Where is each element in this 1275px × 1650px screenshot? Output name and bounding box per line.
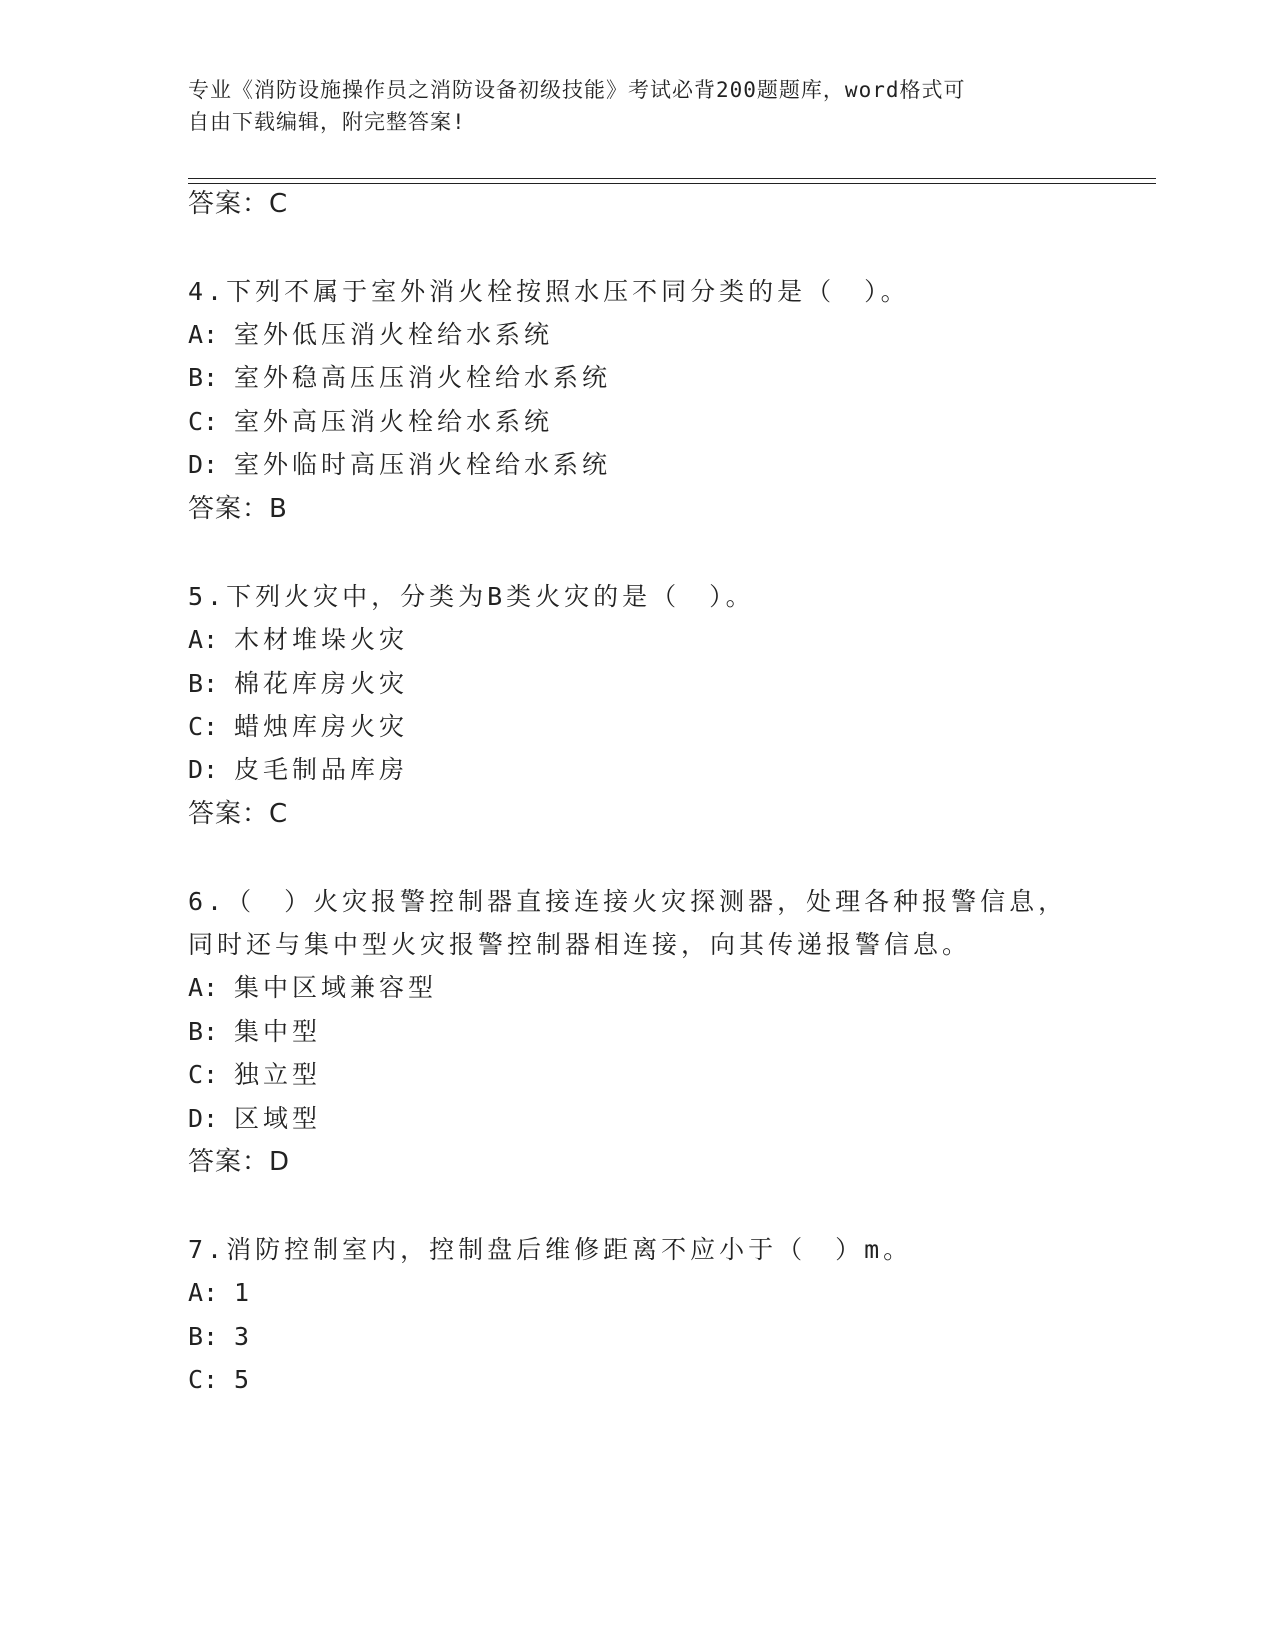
- option-text: 皮毛制品库房: [234, 755, 409, 784]
- document-header: [188, 74, 1068, 138]
- answer-q3: 答案：C: [188, 189, 289, 219]
- option-label: C:: [188, 712, 219, 741]
- question-4-stem: 4.下列不属于室外消火栓按照水压不同分类的是（ ）。: [188, 277, 910, 306]
- option-text: 集中区域兼容型: [234, 973, 438, 1002]
- option-label: D:: [188, 755, 219, 784]
- header-line-1: 专业《消防设施操作员之消防设备初级技能》考试必背200题题库，word格式可: [188, 78, 966, 102]
- question-6-stem-line-2: 同时还与集中型火灾报警控制器相连接，向其传递报警信息。: [188, 930, 972, 959]
- question-4-option-b: [188, 362, 611, 394]
- question-7-stem: 7.消防控制室内，控制盘后维修距离不应小于（ ）m。: [188, 1235, 913, 1264]
- question-6-option-a: [188, 972, 437, 1004]
- question-6-option-b: [188, 1016, 321, 1048]
- question-6-option-c: [188, 1059, 321, 1091]
- question-5-stem: 5.下列火灾中，分类为B类火灾的是（ ）。: [188, 582, 755, 611]
- answer-q4: 答案：B: [188, 494, 288, 524]
- header-line-2: 自由下载编辑，附完整答案!: [188, 110, 466, 134]
- question-5-option-c: [188, 711, 408, 743]
- option-text: 区域型: [234, 1104, 322, 1133]
- question-5-option-b: [188, 668, 408, 700]
- answer-q5: 答案：C: [188, 799, 289, 829]
- option-text: 室外稳高压压消火栓给水系统: [234, 363, 612, 392]
- option-label: D:: [188, 1104, 219, 1133]
- option-text: 5: [234, 1365, 254, 1394]
- option-label: B:: [188, 1017, 219, 1046]
- option-label: B:: [188, 363, 219, 392]
- header-divider-top: [188, 178, 1156, 179]
- option-label: B:: [188, 669, 219, 698]
- option-text: 独立型: [234, 1060, 322, 1089]
- option-label: C:: [188, 1365, 219, 1394]
- question-5-option-d: [188, 754, 408, 786]
- option-text: 木材堆垛火灾: [234, 625, 409, 654]
- option-label: D:: [188, 450, 219, 479]
- option-label: C:: [188, 1060, 219, 1089]
- answer-q6: 答案：D: [188, 1147, 291, 1177]
- question-7-option-a: [188, 1277, 253, 1309]
- option-text: 3: [234, 1322, 254, 1351]
- option-label: A:: [188, 1278, 219, 1307]
- option-label: A:: [188, 973, 219, 1002]
- question-5-option-a: [188, 624, 408, 656]
- option-text: 室外低压消火栓给水系统: [234, 320, 554, 349]
- option-text: 棉花库房火灾: [234, 669, 409, 698]
- option-text: 集中型: [234, 1017, 322, 1046]
- question-4-option-c: [188, 406, 553, 438]
- option-text: 室外高压消火栓给水系统: [234, 407, 554, 436]
- question-7-option-b: [188, 1321, 253, 1353]
- option-text: 室外临时高压消火栓给水系统: [234, 450, 612, 479]
- header-divider-bottom: [188, 183, 1156, 184]
- option-label: C:: [188, 407, 219, 436]
- question-6-option-d: [188, 1103, 321, 1135]
- question-4-option-d: [188, 449, 611, 481]
- option-text: 1: [234, 1278, 254, 1307]
- option-label: A:: [188, 320, 219, 349]
- option-label: A:: [188, 625, 219, 654]
- option-label: B:: [188, 1322, 219, 1351]
- question-7-option-c: [188, 1364, 253, 1396]
- question-6-stem-line-1: 6.（ ）火灾报警控制器直接连接火灾探测器，处理各种报警信息，: [188, 887, 1068, 916]
- question-4-option-a: [188, 319, 553, 351]
- option-text: 蜡烛库房火灾: [234, 712, 409, 741]
